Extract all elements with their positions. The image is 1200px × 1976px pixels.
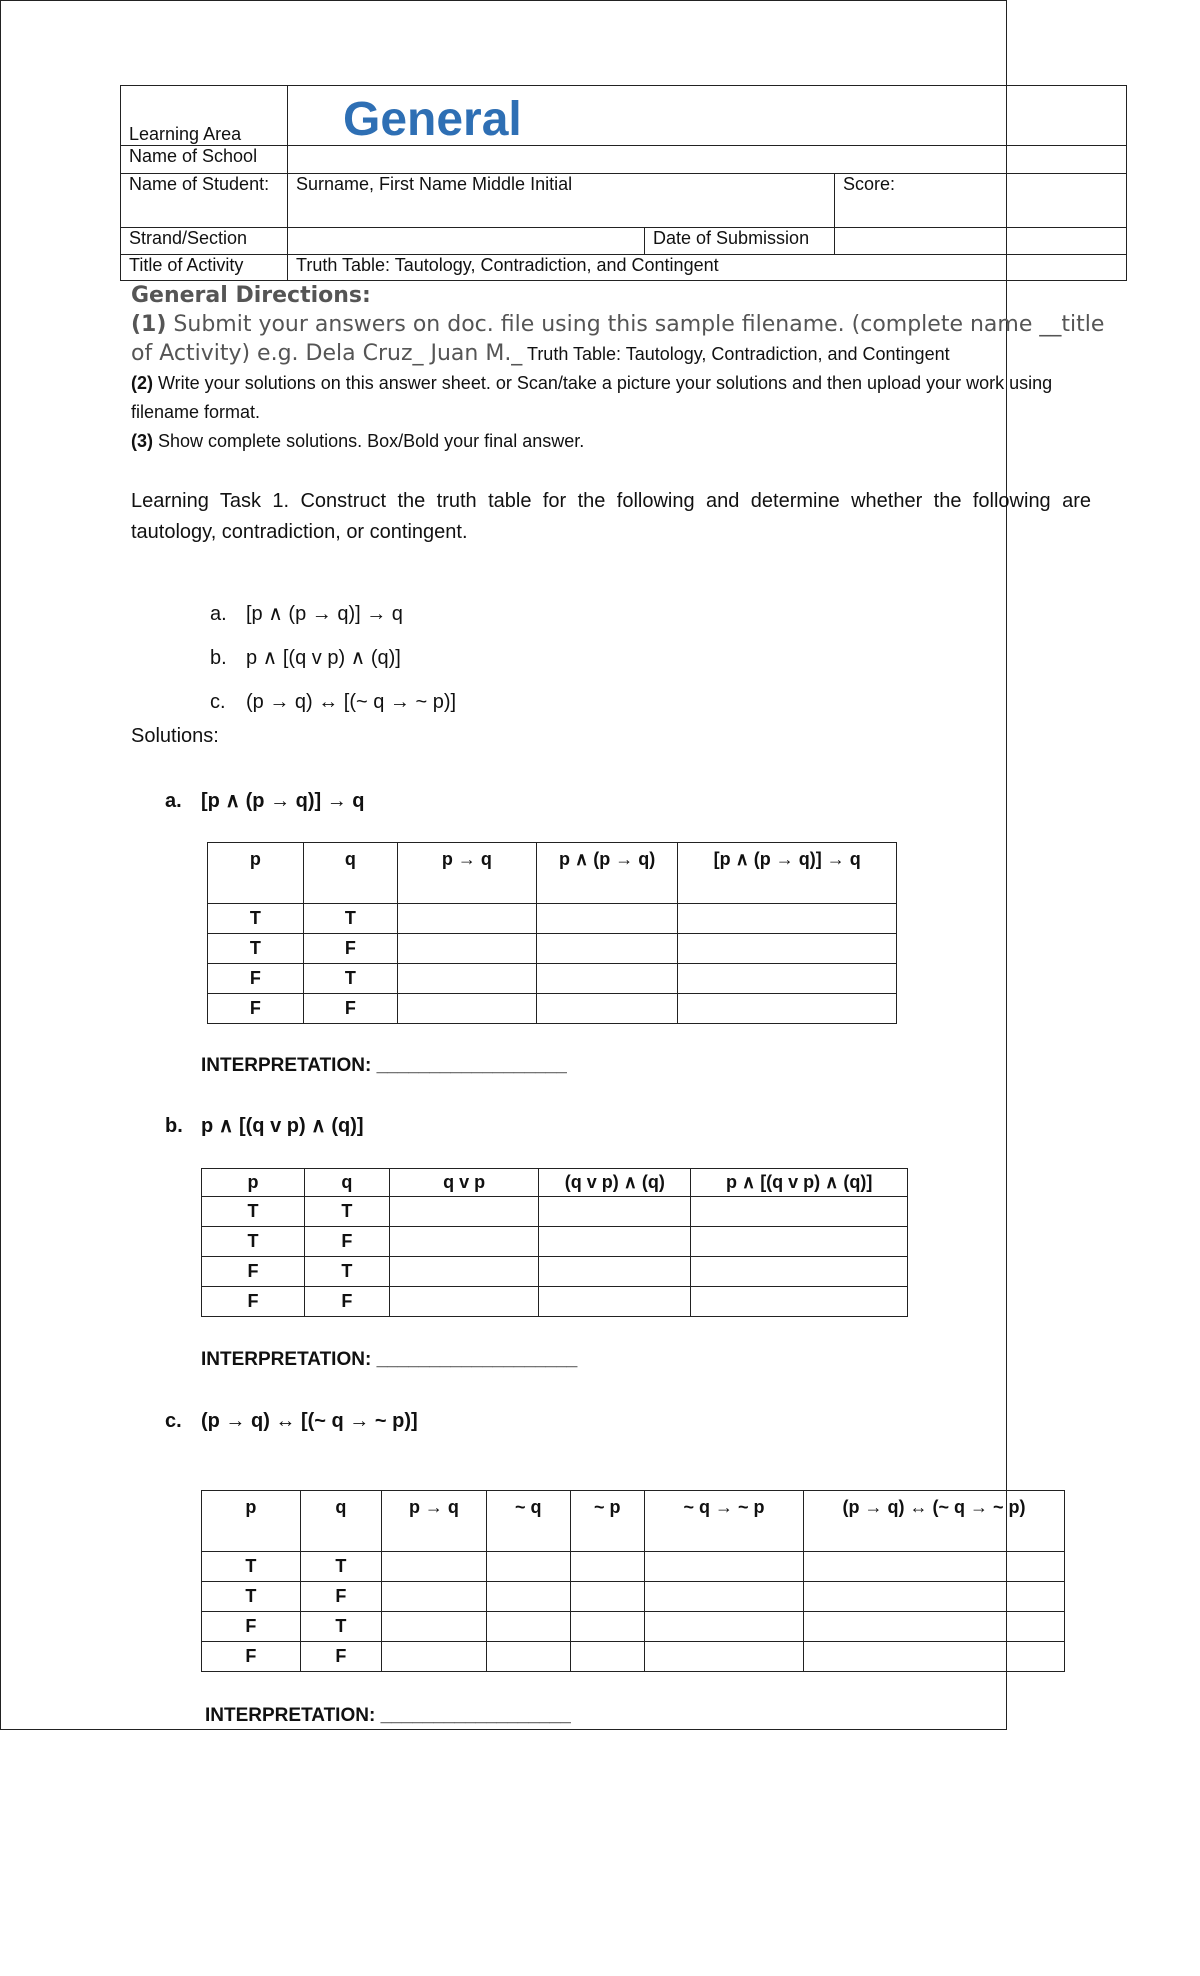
date-label: Date of Submission [645, 228, 835, 255]
answer-cell[interactable] [678, 964, 897, 994]
task-item [210, 680, 456, 724]
column-header: ~ q → ~ p [644, 1491, 803, 1552]
d1-tail: Truth Table: Tautology, Contradiction, and Contingent [522, 344, 950, 364]
answer-cell[interactable] [803, 1612, 1064, 1642]
interpretation-field[interactable]: INTERPRETATION: ___________________ [201, 1349, 578, 1370]
cell-value: F [303, 994, 397, 1024]
answer-cell[interactable] [570, 1642, 644, 1672]
cell-value: F [304, 1227, 389, 1257]
answer-cell[interactable] [539, 1197, 691, 1227]
answer-cell[interactable] [570, 1582, 644, 1612]
answer-cell[interactable] [678, 994, 897, 1024]
answer-cell[interactable] [644, 1582, 803, 1612]
directions [131, 281, 1111, 456]
title-value: Truth Table: Tautology, Contradiction, and Contingent [288, 255, 1127, 281]
column-header: [p ∧ (p → q)] → q [678, 843, 897, 904]
answer-cell[interactable] [644, 1552, 803, 1582]
cell-value: T [208, 934, 304, 964]
d3-text: Show complete solutions. Box/Bold your final answer. [153, 431, 585, 451]
score-label: Score: [835, 174, 1127, 228]
column-header: q [304, 1169, 389, 1197]
answer-cell[interactable] [397, 964, 536, 994]
cell-value: F [300, 1582, 381, 1612]
item-letter: c. [210, 691, 226, 713]
answer-cell[interactable] [381, 1612, 486, 1642]
answer-cell[interactable] [539, 1257, 691, 1287]
task-item [210, 636, 456, 680]
answer-cell[interactable] [536, 994, 677, 1024]
cell-value: T [202, 1582, 301, 1612]
answer-cell[interactable] [486, 1612, 570, 1642]
answer-cell[interactable] [389, 1227, 539, 1257]
table-row [202, 1227, 908, 1257]
answer-cell[interactable] [539, 1227, 691, 1257]
answer-cell[interactable] [644, 1642, 803, 1672]
cell-value: F [208, 994, 304, 1024]
solution-letter: c. [165, 1410, 182, 1432]
answer-cell[interactable] [381, 1582, 486, 1612]
solution-heading [165, 1410, 418, 1433]
column-header: (q v p) ∧ (q) [539, 1169, 691, 1197]
cell-value: T [202, 1552, 301, 1582]
solution-letter: a. [165, 790, 182, 812]
answer-cell[interactable] [691, 1287, 908, 1317]
interpretation-field[interactable]: INTERPRETATION: __________________ [201, 1055, 567, 1076]
table-row [208, 964, 897, 994]
answer-cell[interactable] [381, 1552, 486, 1582]
answer-cell[interactable] [691, 1227, 908, 1257]
cell-value: T [304, 1257, 389, 1287]
answer-cell[interactable] [803, 1642, 1064, 1672]
column-header: ~ q [486, 1491, 570, 1552]
solution-heading [165, 1113, 364, 1138]
table-row [202, 1287, 908, 1317]
cell-value: F [202, 1257, 305, 1287]
cell-value: F [202, 1642, 301, 1672]
column-header: p [202, 1491, 301, 1552]
cell-value: T [300, 1612, 381, 1642]
item-expr: (p → q) ↔ [(~ q → ~ p)] [246, 691, 457, 713]
item-expr: p ∧ [(q v p) ∧ (q)] [246, 647, 401, 669]
column-header: q [300, 1491, 381, 1552]
cell-value: F [202, 1612, 301, 1642]
school-label: Name of School [121, 146, 288, 174]
table-row [202, 1582, 1065, 1612]
task-item [210, 592, 456, 636]
answer-cell[interactable] [691, 1197, 908, 1227]
table-row [202, 1642, 1065, 1672]
answer-cell[interactable] [389, 1197, 539, 1227]
answer-cell[interactable] [644, 1612, 803, 1642]
column-header: p → q [397, 843, 536, 904]
table-row [202, 1552, 1065, 1582]
cell-value: T [202, 1197, 305, 1227]
column-header: p ∧ (p → q) [536, 843, 677, 904]
directions-heading: General Directions: [131, 283, 371, 308]
truth-table [207, 842, 897, 1024]
column-header: p → q [381, 1491, 486, 1552]
cell-value: T [300, 1552, 381, 1582]
answer-cell[interactable] [486, 1552, 570, 1582]
task-items [210, 592, 456, 724]
cell-value: F [303, 934, 397, 964]
item-letter: b. [210, 647, 227, 669]
column-header: ~ p [570, 1491, 644, 1552]
answer-cell[interactable] [536, 934, 677, 964]
answer-cell[interactable] [397, 934, 536, 964]
student-field[interactable]: Surname, First Name Middle Initial [288, 174, 835, 228]
cell-value: T [303, 904, 397, 934]
answer-cell[interactable] [389, 1257, 539, 1287]
header-table [120, 85, 1127, 281]
column-header: p ∧ [(q v p) ∧ (q)] [691, 1169, 908, 1197]
answer-cell[interactable] [539, 1287, 691, 1317]
table-row [202, 1257, 908, 1287]
d3-num: (3) [131, 431, 153, 451]
answer-cell[interactable] [397, 904, 536, 934]
cell-value: F [300, 1642, 381, 1672]
title-label: Title of Activity [121, 255, 288, 281]
answer-cell[interactable] [678, 904, 897, 934]
solution-letter: b. [165, 1115, 183, 1137]
cell-value: T [202, 1227, 305, 1257]
table-row [208, 994, 897, 1024]
column-header: (p → q) ↔ (~ q → ~ p) [803, 1491, 1064, 1552]
cell-value: T [303, 964, 397, 994]
answer-cell[interactable] [691, 1257, 908, 1287]
d2-num: (2) [131, 373, 153, 393]
school-field[interactable] [288, 146, 1127, 174]
strand-field[interactable] [288, 228, 645, 255]
d2-text: Write your solutions on this answer sheet. or Scan/take a picture your solutions and then upload your work using filename format. [131, 373, 1053, 422]
learning-area-value: General [343, 93, 522, 146]
answer-cell[interactable] [570, 1612, 644, 1642]
task-text: Learning Task 1. Construct the truth table for the following and determine whether the following are tautology, contradiction, or contingent. [131, 490, 1091, 543]
column-header: q v p [389, 1169, 539, 1197]
item-expr: [p ∧ (p → q)] → q [246, 603, 403, 625]
truth-table [201, 1168, 908, 1317]
solution-expr: (p → q) ↔ [(~ q → ~ p)] [201, 1410, 418, 1432]
d1-num: (1) [131, 312, 167, 337]
answer-cell[interactable] [536, 904, 677, 934]
solution-heading [165, 788, 365, 813]
answer-cell[interactable] [536, 964, 677, 994]
date-field[interactable] [835, 228, 1127, 255]
item-letter: a. [210, 603, 227, 625]
d1-text: Submit your answers on doc. file using this sample filename. (complete name __title of Activity) e.g. Dela Cruz_ Juan M._ [131, 312, 1105, 366]
cell-value: F [208, 964, 304, 994]
answer-cell[interactable] [486, 1642, 570, 1672]
truth-table [201, 1490, 1065, 1672]
cell-value: F [304, 1287, 389, 1317]
student-label: Name of Student: [121, 174, 288, 228]
solution-expr: p ∧ [(q v p) ∧ (q)] [201, 1115, 364, 1137]
answer-cell[interactable] [570, 1552, 644, 1582]
table-row [202, 1612, 1065, 1642]
answer-cell[interactable] [803, 1582, 1064, 1612]
table-row [208, 904, 897, 934]
answer-cell[interactable] [381, 1642, 486, 1672]
answer-cell[interactable] [486, 1582, 570, 1612]
answer-cell[interactable] [678, 934, 897, 964]
answer-cell[interactable] [803, 1552, 1064, 1582]
learning-area-label: Learning Area [121, 86, 288, 146]
cell-value: T [208, 904, 304, 934]
table-row [202, 1197, 908, 1227]
cell-value: T [304, 1197, 389, 1227]
cell-value: F [202, 1287, 305, 1317]
answer-cell[interactable] [397, 994, 536, 1024]
answer-cell[interactable] [389, 1287, 539, 1317]
solution-expr: [p ∧ (p → q)] → q [201, 790, 365, 812]
column-header: q [303, 843, 397, 904]
column-header: p [202, 1169, 305, 1197]
table-row [208, 934, 897, 964]
strand-label: Strand/Section [121, 228, 288, 255]
interpretation-field[interactable]: INTERPRETATION: __________________ [205, 1705, 571, 1726]
column-header: p [208, 843, 304, 904]
solutions-label: Solutions: [131, 725, 219, 747]
